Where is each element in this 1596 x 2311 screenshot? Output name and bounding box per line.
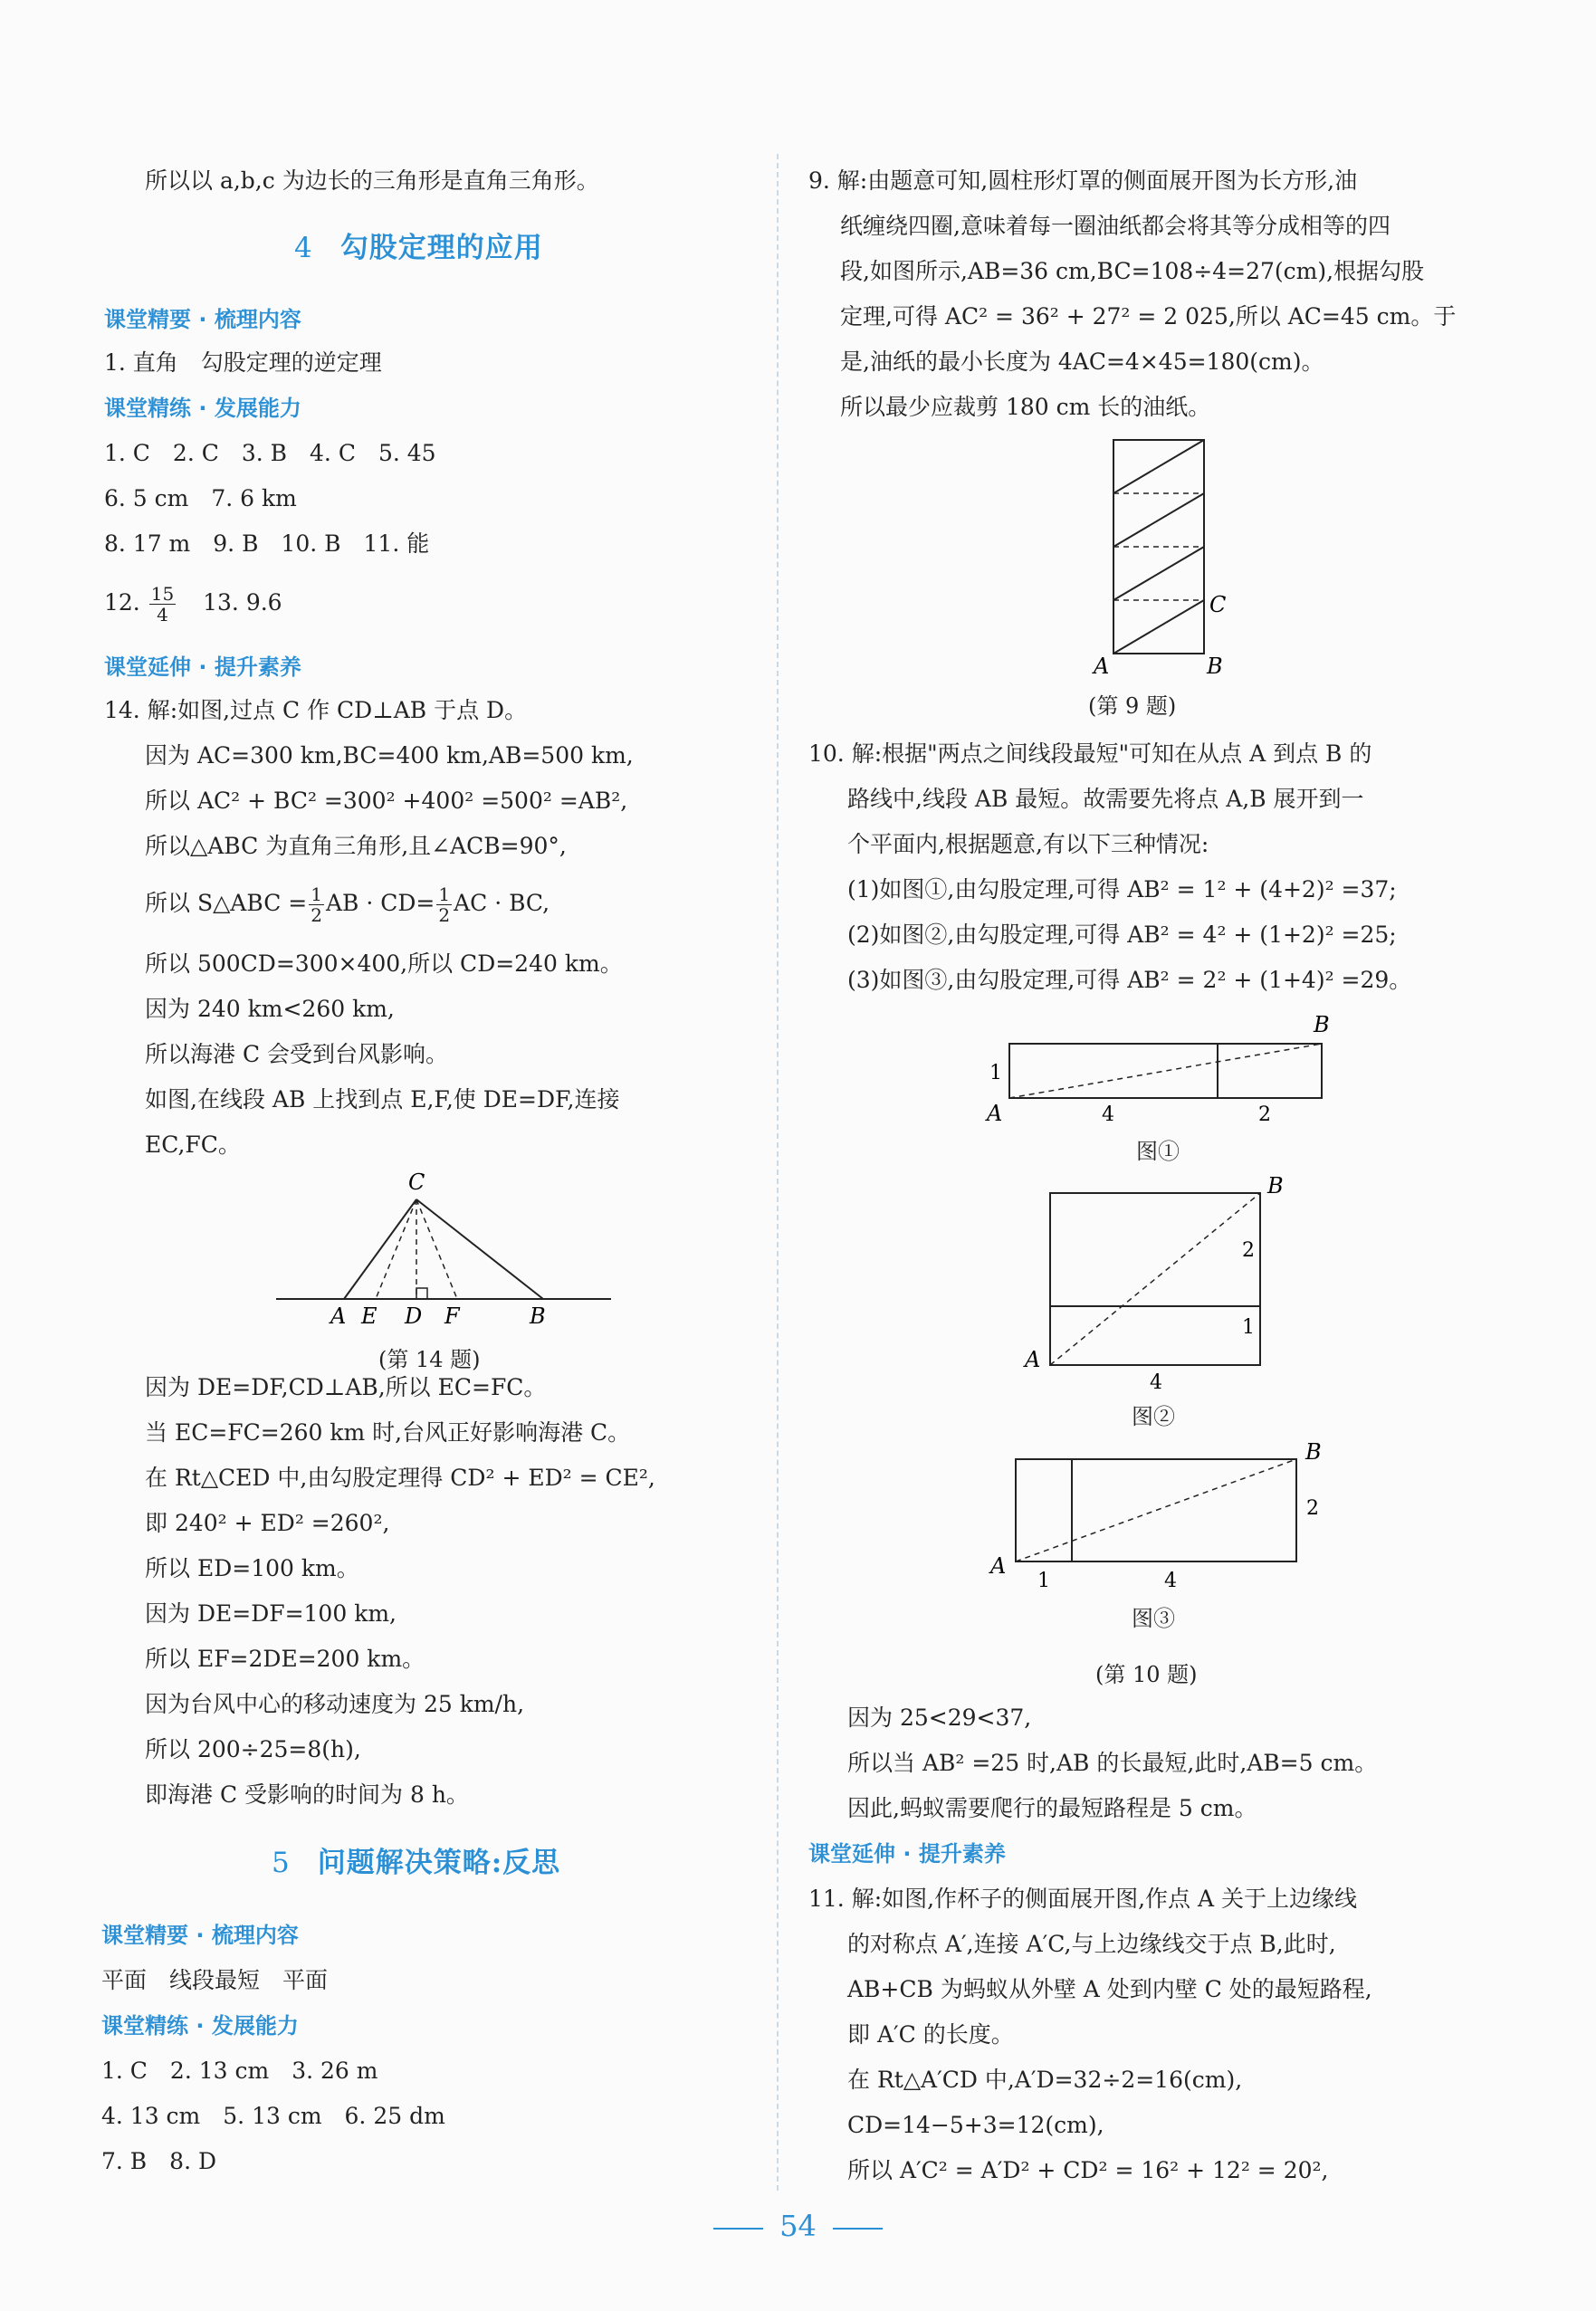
solution-line: 因为 DE=DF,CD⊥AB,所以 EC=FC。 — [145, 1374, 547, 1400]
section-number: 4 — [294, 232, 313, 264]
solution-line: 所以 ED=100 km。 — [145, 1555, 359, 1581]
solution-line: 如图,在线段 AB 上找到点 E,F,使 DE=DF,连接 — [145, 1086, 620, 1113]
label-b: B — [1305, 1439, 1322, 1465]
label-a: A — [987, 1101, 1003, 1121]
figure-caption: 图③ — [1132, 1606, 1175, 1631]
section-label: 课堂精要 · 梳理内容 — [104, 307, 301, 332]
answer-text: 13. 9.6 — [203, 589, 282, 616]
label-a: A — [330, 1304, 347, 1329]
solution-line: 所以 EF=2DE=200 km。 — [145, 1646, 425, 1672]
solution-line: 因为 AC=300 km,BC=400 km,AB=500 km, — [145, 742, 634, 769]
label-b: B — [1267, 1175, 1284, 1198]
section-label: 课堂延伸 · 提升素养 — [808, 1841, 1006, 1867]
label-d: D — [405, 1304, 423, 1329]
answer-line: 平面 线段最短 平面 — [101, 1967, 329, 1993]
solution-line: 所以当 AB² =25 时,AB 的长最短,此时,AB=5 cm。 — [847, 1750, 1378, 1776]
solution-line: 即 240² + ED² =260², — [145, 1510, 390, 1536]
answer-line: 8. 17 m 9. B 10. B 11. 能 — [104, 530, 430, 557]
section-title: 勾股定理的应用 — [339, 232, 543, 264]
column-divider — [777, 154, 779, 2191]
section-label: 课堂延伸 · 提升素养 — [104, 654, 301, 680]
unfold-figure-2 — [1014, 1175, 1304, 1392]
figure-caption: (第 14 题) — [378, 1347, 481, 1372]
figure-caption: 图① — [1136, 1139, 1180, 1164]
solution-line: 所以最少应裁剪 180 cm 长的油纸。 — [840, 394, 1211, 420]
label-length: 4 — [1164, 1570, 1177, 1592]
solution-line: 所以△ABC 为直角三角形,且∠ACB=90°, — [145, 833, 567, 859]
solution-line: 因为 25<29<37, — [847, 1705, 1032, 1731]
section-label: 课堂精练 · 发展能力 — [104, 396, 301, 421]
solution-line: 所以 200÷25=8(h), — [145, 1736, 361, 1762]
solution-line: 9. 解:由题意可知,圆柱形灯罩的侧面展开图为长方形,油 — [808, 167, 1358, 194]
triangle-figure-14 — [267, 1168, 620, 1340]
solution-line-area: 所以 S△ABC = $\frac{1}{2}$ AB · CD= $\frac{1}{2}$ AC · BC, — [145, 883, 550, 926]
label-c: C — [408, 1170, 425, 1195]
solution-line: 当 EC=FC=260 km 时,台风正好影响海港 C。 — [145, 1419, 631, 1446]
section-label: 课堂精练 · 发展能力 — [101, 2013, 299, 2039]
label-length: 1 — [1242, 1316, 1255, 1339]
solution-line: 即海港 C 受影响的时间为 8 h。 — [145, 1781, 469, 1808]
label-c: C — [1209, 592, 1227, 617]
cylinder-unfold-figure-9 — [1077, 433, 1240, 686]
solution-line: 所以 500CD=300×400,所以 CD=240 km。 — [145, 950, 623, 977]
label-e: E — [361, 1304, 377, 1329]
solution-line: 11. 解:如图,作杯子的侧面展开图,作点 A 关于上边缘线 — [808, 1886, 1357, 1912]
solution-line: 路线中,线段 AB 最短。故需要先将点 A,B 展开到一 — [847, 786, 1364, 812]
solution-line: (2)如图②,由勾股定理,可得 AB² = 4² + (1+2)² =25; — [847, 922, 1397, 948]
section-5-heading — [272, 1847, 560, 1879]
fraction: $\frac{15}{4}$ — [150, 583, 175, 625]
label-a: A — [1025, 1347, 1041, 1372]
solution-line: 10. 解:根据"两点之间线段最短"可知在从点 A 到点 B 的 — [808, 740, 1372, 767]
label-length: 2 — [1306, 1497, 1319, 1520]
page-number — [0, 2209, 1596, 2243]
answer-line: 1. C 2. 13 cm 3. 26 m — [101, 2058, 378, 2084]
label-b: B — [1207, 654, 1223, 679]
answer-line-fraction — [104, 582, 282, 625]
solution-line: 因为台风中心的移动速度为 25 km/h, — [145, 1691, 525, 1717]
intro-text: 所以以 a,b,c 为边长的三角形是直角三角形。 — [145, 167, 599, 194]
label-length: 2 — [1258, 1103, 1271, 1121]
solution-line: 的对称点 A′,连接 A′C,与上边缘线交于点 B,此时, — [847, 1931, 1336, 1957]
question-number: 12. — [104, 589, 140, 616]
solution-line: (3)如图③,由勾股定理,可得 AB² = 2² + (1+4)² =29。 — [847, 967, 1412, 993]
solution-line: 因此,蚂蚁需要爬行的最短路程是 5 cm。 — [847, 1795, 1257, 1821]
solution-line: 在 Rt△A′CD 中,A′D=32÷2=16(cm), — [847, 2067, 1243, 2093]
solution-line: (1)如图①,由勾股定理,可得 AB² = 1² + (4+2)² =37; — [847, 876, 1397, 902]
label-f: F — [444, 1304, 460, 1329]
page-number-text: 54 — [779, 2209, 817, 2243]
solution-line: 所以海港 C 会受到台风影响。 — [145, 1041, 449, 1067]
figure-caption: (第 9 题) — [1088, 693, 1177, 719]
solution-line: EC,FC。 — [145, 1132, 241, 1158]
label-b: B — [530, 1304, 546, 1329]
label-a: A — [990, 1553, 1007, 1579]
label-length: 1 — [1037, 1570, 1050, 1592]
section-4-heading — [294, 232, 543, 264]
solution-line: 所以 A′C² = A′D² + CD² = 16² + 12² = 20², — [847, 2157, 1329, 2183]
unfold-figure-1 — [973, 1003, 1353, 1121]
answer-line: 1. 直角 勾股定理的逆定理 — [104, 349, 382, 376]
solution-line: 即 A′C 的长度。 — [847, 2021, 1014, 2048]
solution-line: 是,油纸的最小长度为 4AC=4×45=180(cm)。 — [840, 349, 1324, 375]
label-b: B — [1314, 1012, 1330, 1037]
solution-line: 因为 DE=DF=100 km, — [145, 1600, 397, 1627]
label-length: 2 — [1242, 1239, 1255, 1262]
answer-line: 6. 5 cm 7. 6 km — [104, 485, 297, 511]
section-label: 课堂精要 · 梳理内容 — [101, 1923, 299, 1948]
answer-line: 7. B 8. D — [101, 2148, 217, 2174]
label-a: A — [1094, 654, 1110, 679]
solution-line: 所以 AC² + BC² =300² +400² =500² =AB², — [145, 788, 628, 814]
solution-line: 段,如图所示,AB=36 cm,BC=108÷4=27(cm),根据勾股 — [840, 258, 1425, 284]
figure-caption: (第 10 题) — [1095, 1662, 1198, 1687]
solution-line: 定理,可得 AC² = 36² + 27² = 2 025,所以 AC=45 cm。于 — [840, 303, 1457, 329]
answer-line: 4. 13 cm 5. 13 cm 6. 25 dm — [101, 2103, 445, 2129]
answer-line: 1. C 2. C 3. B 4. C 5. 45 — [104, 440, 436, 466]
solution-line: 个平面内,根据题意,有以下三种情况: — [847, 831, 1209, 857]
label-length: 4 — [1150, 1371, 1162, 1392]
solution-line: AB+CB 为蚂蚁从外壁 A 处到内壁 C 处的最短路程, — [847, 1976, 1372, 2002]
section-title: 问题解决策略:反思 — [317, 1847, 561, 1879]
unfold-figure-3 — [978, 1439, 1340, 1598]
figure-caption: 图② — [1132, 1404, 1175, 1429]
label-length: 1 — [989, 1062, 1002, 1084]
section-number: 5 — [272, 1847, 291, 1879]
solution-line: 因为 240 km<260 km, — [145, 996, 395, 1022]
solution-line: 在 Rt△CED 中,由勾股定理得 CD² + ED² = CE², — [145, 1465, 655, 1491]
solution-line: 纸缠绕四圈,意味着每一圈油纸都会将其等分成相等的四 — [840, 213, 1391, 239]
label-length: 4 — [1102, 1103, 1114, 1121]
solution-line: 14. 解:如图,过点 C 作 CD⊥AB 于点 D。 — [104, 697, 528, 723]
solution-line: CD=14−5+3=12(cm), — [847, 2112, 1104, 2138]
